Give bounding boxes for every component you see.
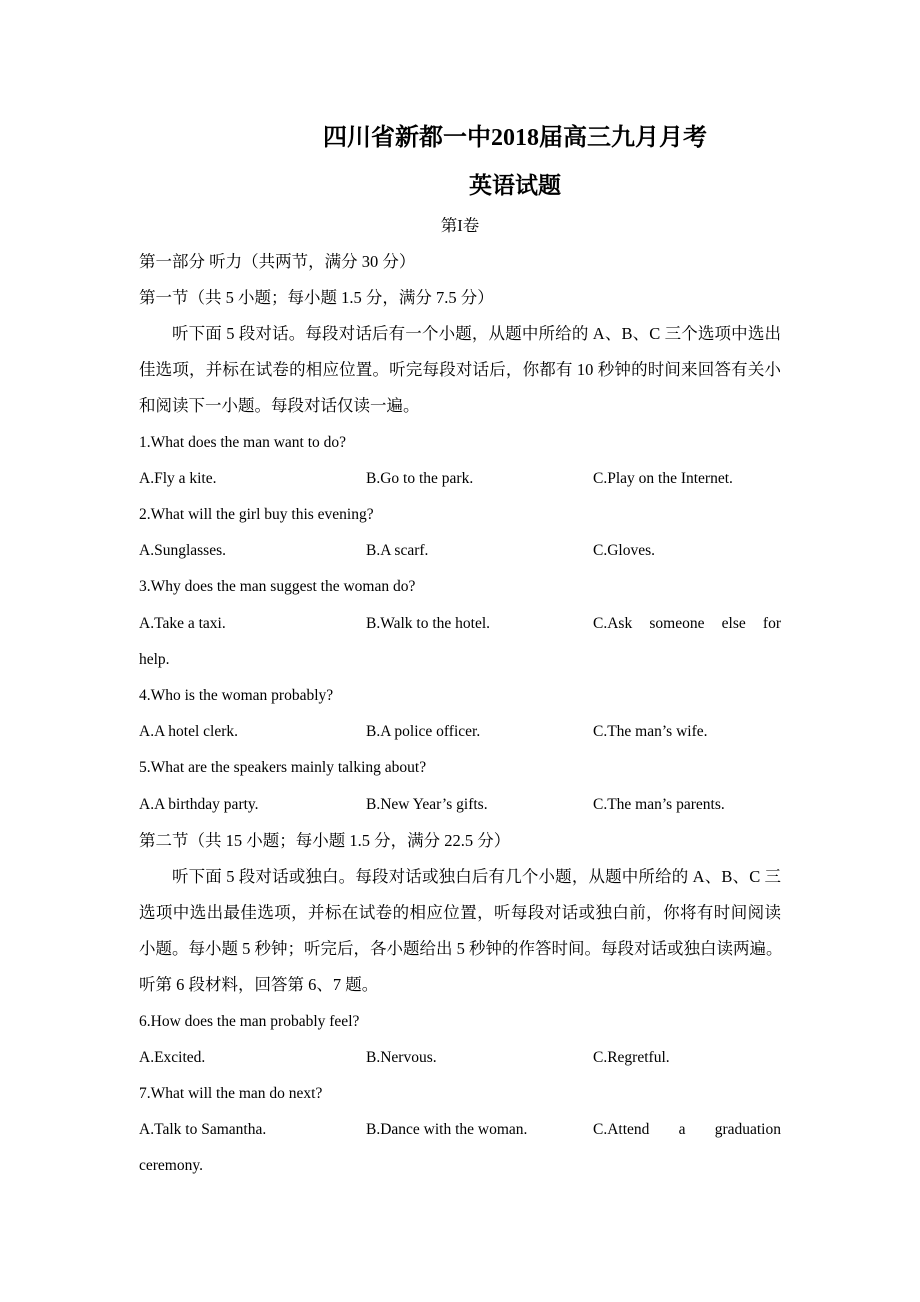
question-2: 2.What will the girl buy this evening? — [139, 506, 374, 523]
section2-instructions-line: 选项中选出最佳选项，并标在试卷的相应位置，听每段对话或独白前，你将有时间阅读 — [139, 903, 781, 922]
option-3c: C.Ask someone else for — [593, 615, 781, 632]
section2-instructions-line: 小题。每小题 5 秒钟；听完后，各小题给出 5 秒钟的作答时间。每段对话或独白读两遍。 — [139, 939, 783, 958]
option-1a: A.Fly a kite. — [139, 470, 217, 487]
question-6: 6.How does the man probably feel? — [139, 1013, 360, 1030]
exam-title: 四川省新都一中2018届高三九月月考 — [323, 125, 707, 151]
section2-heading: 第二节（共 15 小题；每小题 1.5 分，满分 22.5 分） — [139, 831, 511, 850]
option-7a: A.Talk to Samantha. — [139, 1121, 267, 1138]
section2-instructions-line: 听下面 5 段对话或独白。每段对话或独白后有几个小题，从题中所给的 A、B、C 三 — [172, 867, 781, 886]
option-7c: C.Attend a graduation — [593, 1121, 781, 1138]
option-4b: B.A police officer. — [366, 723, 481, 740]
option-3c-continued: help. — [139, 651, 170, 668]
question-1: 1.What does the man want to do? — [139, 434, 347, 451]
option-6b: B.Nervous. — [366, 1049, 437, 1066]
section1-instructions-line: 和阅读下一小题。每段对话仅读一遍。 — [139, 396, 420, 415]
option-5b: B.New Year’s gifts. — [366, 796, 488, 813]
question-4: 4.Who is the woman probably? — [139, 687, 334, 704]
option-3b: B.Walk to the hotel. — [366, 615, 491, 632]
option-5c: C.The man’s parents. — [593, 796, 725, 813]
option-7b: B.Dance with the woman. — [366, 1121, 528, 1138]
part1-heading: 第一部分 听力（共两节，满分 30 分） — [139, 252, 416, 271]
option-3a: A.Take a taxi. — [139, 615, 226, 632]
section1-heading: 第一节（共 5 小题；每小题 1.5 分，满分 7.5 分） — [139, 288, 494, 307]
question-7: 7.What will the man do next? — [139, 1085, 323, 1102]
option-4c: C.The man’s wife. — [593, 723, 708, 740]
material-note: 听第 6 段材料，回答第 6、7 题。 — [139, 975, 379, 994]
section1-instructions-line: 佳选项，并标在试卷的相应位置。听完每段对话后，你都有 10 秒钟的时间来回答有关小 — [139, 360, 781, 379]
option-1b: B.Go to the park. — [366, 470, 474, 487]
volume-label: 第I卷 — [440, 216, 480, 235]
question-3: 3.Why does the man suggest the woman do? — [139, 578, 416, 595]
option-7c-continued: ceremony. — [139, 1157, 203, 1174]
option-2c: C.Gloves. — [593, 542, 655, 559]
option-2a: A.Sunglasses. — [139, 542, 226, 559]
option-2b: B.A scarf. — [366, 542, 429, 559]
option-5a: A.A birthday party. — [139, 796, 259, 813]
option-4a: A.A hotel clerk. — [139, 723, 239, 740]
section1-instructions-line: 听下面 5 段对话。每段对话后有一个小题，从题中所给的 A、B、C 三个选项中选出 — [172, 324, 781, 343]
option-6a: A.Excited. — [139, 1049, 206, 1066]
exam-subtitle: 英语试题 — [469, 173, 561, 198]
option-1c: C.Play on the Internet. — [593, 470, 733, 487]
question-5: 5.What are the speakers mainly talking about? — [139, 759, 427, 776]
option-6c: C.Regretful. — [593, 1049, 670, 1066]
